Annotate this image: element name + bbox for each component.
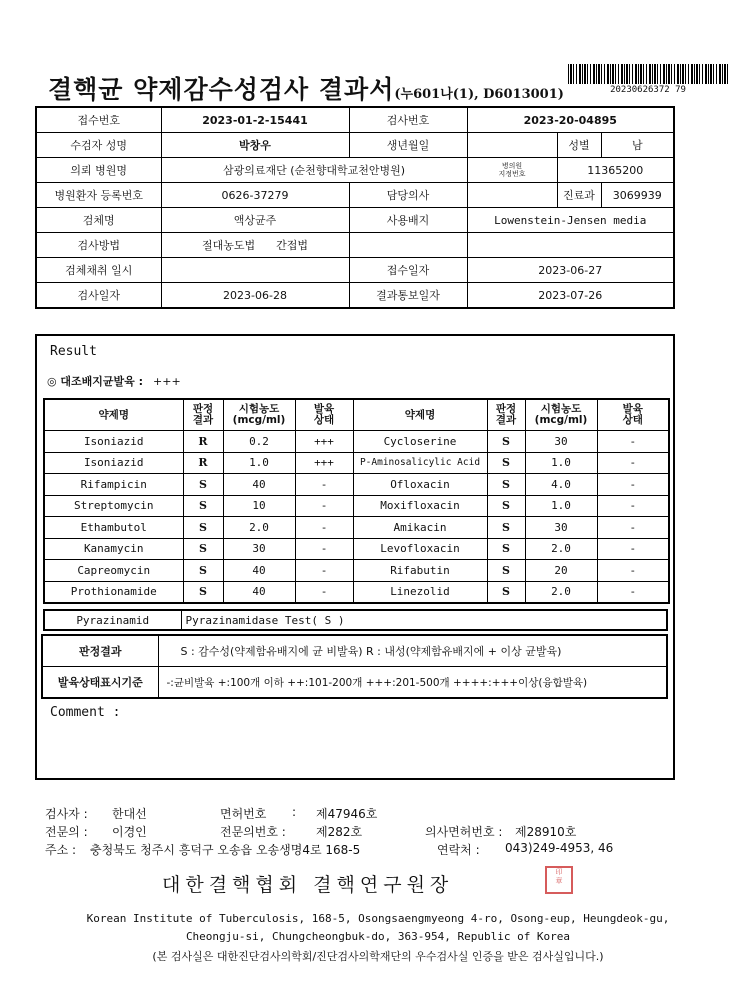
judge-result: S — [487, 495, 525, 517]
header-growth — [597, 399, 669, 431]
method-2: 간접법 — [276, 239, 308, 252]
empty-cell — [349, 233, 467, 258]
report-date-label: 결과통보일자 — [349, 283, 467, 309]
header-judge-1: 판정 — [495, 403, 517, 415]
address: 충청북도 청주시 흥덕구 오송읍 오송생명4로 168-5 — [90, 843, 361, 857]
test-concentration: 40 — [223, 581, 295, 603]
hospital-name: 삼광의료재단 (순천향대학교천안병원) — [161, 158, 467, 183]
chart-no: 0626-37279 — [161, 183, 349, 208]
test-concentration: 1.0 — [223, 452, 295, 474]
header-conc-1: 시험농도 — [540, 403, 582, 415]
license-label: 면허번호 — [220, 807, 267, 821]
growth-status: - — [597, 538, 669, 560]
judge-legend-label: 판정결과 — [42, 635, 158, 667]
test-concentration: 0.2 — [223, 431, 295, 453]
doctor-label: 담당의사 — [349, 183, 467, 208]
report-title — [48, 70, 564, 106]
test-no-label: 검사번호 — [349, 107, 467, 133]
drug-name: P-Aminosalicylic Acid — [353, 452, 487, 474]
control-growth-label: ◎ 대조배지균발육 : — [47, 375, 144, 388]
header-judge-1: 판정 — [192, 403, 214, 415]
table-row — [44, 538, 669, 560]
table-row — [44, 610, 667, 630]
growth-status: - — [295, 474, 353, 496]
tester-label: 검사자 : — [45, 807, 88, 821]
method-value — [161, 233, 349, 258]
judge-result: S — [183, 560, 223, 582]
doctor-value — [467, 183, 557, 208]
drug-name: Prothionamide — [44, 581, 183, 603]
judge-result: S — [487, 538, 525, 560]
table-row — [44, 517, 669, 539]
table-row — [42, 635, 667, 667]
contact-label: 연락처 : — [437, 843, 480, 857]
patient-name: 박창우 — [161, 133, 349, 158]
judge-legend-text: S : 감수성(약제함유배지에 균 비발육) R : 내성(약제함유배지에 + 이상 균발육) — [158, 635, 667, 667]
control-growth — [47, 373, 181, 389]
drug-name: Cycloserine — [353, 431, 487, 453]
drug-name: Levofloxacin — [353, 538, 487, 560]
judge-result: S — [183, 474, 223, 496]
header-conc-2: (mcg/ml) — [232, 414, 286, 426]
judge-result: S — [487, 452, 525, 474]
growth-status: - — [295, 517, 353, 539]
specimen-label: 검체명 — [36, 208, 161, 233]
receive-date-label: 접수일자 — [349, 258, 467, 283]
growth-std-text: -:균비발육 +:100개 이하 ++:101-200개 +++:201-500개 ++++:+++이상(융합발육) — [158, 667, 667, 699]
judge-result: S — [487, 474, 525, 496]
growth-status: +++ — [295, 452, 353, 474]
legend-table — [41, 634, 668, 699]
header-conc — [223, 399, 295, 431]
table-row — [44, 452, 669, 474]
growth-status: - — [597, 581, 669, 603]
growth-status: - — [597, 474, 669, 496]
test-concentration: 2.0 — [223, 517, 295, 539]
test-concentration: 20 — [525, 560, 597, 582]
receipt-no-label: 접수번호 — [36, 107, 161, 133]
growth-status: +++ — [295, 431, 353, 453]
receipt-no: 2023-01-2-15441 — [161, 107, 349, 133]
header-growth-2: 상태 — [622, 414, 643, 426]
pyrazinamid-table — [43, 609, 668, 631]
info-row — [36, 133, 674, 158]
header-growth-1: 발육 — [313, 403, 335, 415]
pyrazinamid-value: Pyrazinamidase Test( S ) — [181, 610, 667, 630]
doctor-license-label: 의사면허번호 : — [425, 825, 503, 839]
header-conc-1: 시험농도 — [238, 403, 280, 415]
header-growth-2: 상태 — [313, 414, 335, 426]
tester-name: 한대선 — [112, 807, 147, 821]
info-row — [36, 107, 674, 133]
contact: 043)249-4953, 46 — [505, 841, 614, 855]
judge-result: R — [183, 452, 223, 474]
method-1: 절대농도법 — [201, 239, 256, 252]
drug-name: Capreomycin — [44, 560, 183, 582]
hospital-code-label — [467, 158, 557, 183]
chart-no-label: 병원환자 등록번호 — [36, 183, 161, 208]
info-row — [36, 258, 674, 283]
test-concentration: 40 — [223, 560, 295, 582]
drug-name: Streptomycin — [44, 495, 183, 517]
receive-date: 2023-06-27 — [467, 258, 674, 283]
table-row — [44, 431, 669, 453]
test-no: 2023-20-04895 — [467, 107, 674, 133]
specialist-name: 이경인 — [112, 825, 147, 839]
test-date: 2023-06-28 — [161, 283, 349, 309]
judge-result: S — [183, 538, 223, 560]
specialist-no-label: 전문의번호 : — [220, 825, 286, 839]
test-concentration: 2.0 — [525, 538, 597, 560]
growth-status: - — [295, 495, 353, 517]
judge-result: S — [487, 431, 525, 453]
sex-label: 성별 — [557, 133, 601, 158]
certification-note: (본 검사실은 대한진단검사의학회/진단검사의학재단의 우수검사실 인증을 받은 검사실입니다.) — [152, 950, 604, 963]
pyrazinamid-label: Pyrazinamid — [44, 610, 181, 630]
table-row — [42, 667, 667, 699]
test-date-label: 검사일자 — [36, 283, 161, 309]
hospital-code: 11365200 — [557, 158, 674, 183]
method-label: 검사방법 — [36, 233, 161, 258]
barcode-number: 20230626372 79 — [610, 85, 686, 95]
header-judge-2: 결과 — [495, 414, 517, 426]
control-growth-value: +++ — [153, 375, 181, 388]
drug-results-table — [43, 398, 670, 604]
header-conc — [525, 399, 597, 431]
header-judge — [487, 399, 525, 431]
doctor-license: 제28910호 — [515, 825, 577, 839]
medium-value: Lowenstein-Jensen media — [467, 208, 674, 233]
report-title-code: (누601나(1), D6013001) — [394, 87, 564, 102]
info-row — [36, 208, 674, 233]
test-concentration: 10 — [223, 495, 295, 517]
birth-label: 생년월일 — [349, 133, 467, 158]
drug-name: Ethambutol — [44, 517, 183, 539]
patient-info-table — [35, 106, 675, 309]
specialist-no: 제282호 — [316, 825, 363, 839]
judge-result: S — [487, 517, 525, 539]
growth-status: - — [597, 517, 669, 539]
dept-value: 3069939 — [601, 183, 674, 208]
english-address-line-2: Cheongju-si, Chungcheongbuk-do, 363-954, Republic of Korea — [185, 930, 571, 943]
test-concentration: 30 — [525, 517, 597, 539]
header-judge — [183, 399, 223, 431]
growth-status: - — [295, 581, 353, 603]
growth-status: - — [597, 560, 669, 582]
test-concentration: 4.0 — [525, 474, 597, 496]
specialist-label: 전문의 : — [45, 825, 88, 839]
test-concentration: 30 — [223, 538, 295, 560]
report-title-text: 결핵균 약제감수성검사 결과서 — [48, 75, 395, 104]
judge-result: R — [183, 431, 223, 453]
specimen-value: 액상균주 — [161, 208, 349, 233]
growth-std-label: 발육상태표시기준 — [42, 667, 158, 699]
test-concentration: 1.0 — [525, 452, 597, 474]
info-row — [36, 233, 674, 258]
table-row — [44, 581, 669, 603]
header-growth-1: 발육 — [622, 403, 643, 415]
license-number: 제47946호 — [316, 807, 378, 821]
address-label: 주소 : — [45, 843, 77, 857]
drug-name: Amikacin — [353, 517, 487, 539]
drug-name: Rifampicin — [44, 474, 183, 496]
table-row — [44, 474, 669, 496]
test-concentration: 1.0 — [525, 495, 597, 517]
judge-result: S — [487, 581, 525, 603]
drug-name: Kanamycin — [44, 538, 183, 560]
growth-status: - — [597, 495, 669, 517]
test-concentration: 30 — [525, 431, 597, 453]
patient-name-label: 수검자 성명 — [36, 133, 161, 158]
growth-status: - — [597, 431, 669, 453]
drug-name: Rifabutin — [353, 560, 487, 582]
header-judge-2: 결과 — [192, 414, 214, 426]
hospital-code-label-1: 병의원 — [501, 161, 523, 170]
license-sep: : — [292, 805, 297, 819]
hospital-label: 의뢰 병원명 — [36, 158, 161, 183]
table-row — [44, 495, 669, 517]
sex-value: 남 — [601, 133, 674, 158]
judge-result: S — [183, 495, 223, 517]
collect-date — [161, 258, 349, 283]
growth-status: - — [295, 538, 353, 560]
barcode — [568, 64, 728, 84]
judge-result: S — [183, 581, 223, 603]
medium-label: 사용배지 — [349, 208, 467, 233]
header-conc-2: (mcg/ml) — [534, 414, 588, 426]
result-label: Result — [50, 344, 97, 359]
info-row — [36, 183, 674, 208]
info-row — [36, 283, 674, 309]
hospital-code-label-2: 지정번호 — [498, 169, 526, 178]
growth-status: - — [597, 452, 669, 474]
info-row — [36, 158, 674, 183]
english-address-line-1: Korean Institute of Tuberculosis, 168-5, Osongsaengmyeong 4-ro, Osong-eup, Heungdeok-gu, — [86, 912, 670, 925]
drug-name: Ofloxacin — [353, 474, 487, 496]
collect-date-label: 검체채취 일시 — [36, 258, 161, 283]
comment-label: Comment : — [50, 705, 121, 720]
drug-name: Linezolid — [353, 581, 487, 603]
empty-cell — [467, 233, 674, 258]
test-concentration: 40 — [223, 474, 295, 496]
drug-name: Moxifloxacin — [353, 495, 487, 517]
organization-name: 대한결핵협회 결핵연구원장 — [162, 874, 454, 896]
birth-value — [467, 133, 557, 158]
judge-result: S — [487, 560, 525, 582]
drug-name: Isoniazid — [44, 452, 183, 474]
report-date: 2023-07-26 — [467, 283, 674, 309]
seal-icon: 印 章 — [545, 866, 573, 894]
judge-result: S — [183, 517, 223, 539]
table-row — [44, 560, 669, 582]
dept-label: 진료과 — [557, 183, 601, 208]
drug-name: Isoniazid — [44, 431, 183, 453]
growth-status: - — [295, 560, 353, 582]
drug-table-header — [44, 399, 669, 431]
test-concentration: 2.0 — [525, 581, 597, 603]
header-growth — [295, 399, 353, 431]
header-drug: 약제명 — [44, 399, 183, 431]
header-drug: 약제명 — [353, 399, 487, 431]
